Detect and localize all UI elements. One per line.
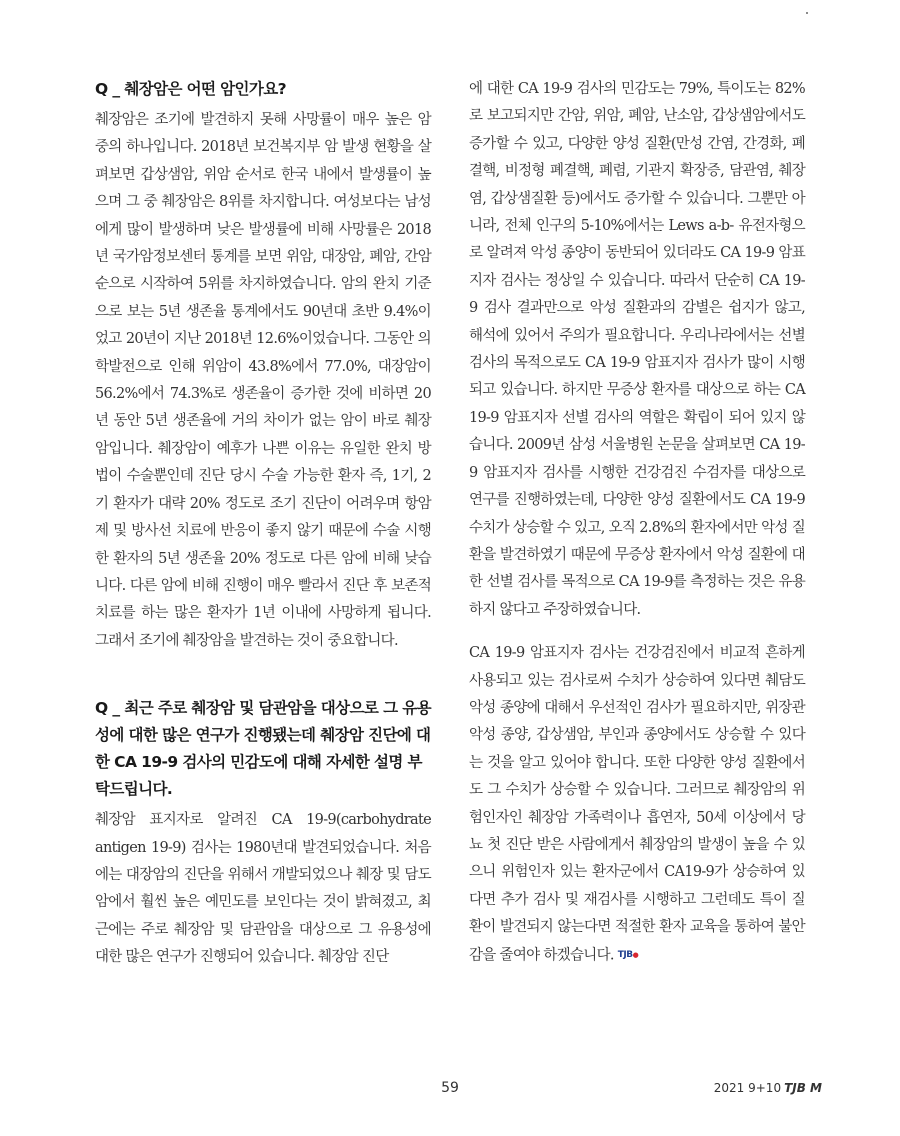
end-mark-text: TJB [617,949,633,960]
magazine-name: TJB M [784,1081,822,1095]
question-1-heading: Q _ 췌장암은 어떤 암인가요? [95,80,287,98]
final-paragraph-text: CA 19-9 암표지자 검사는 건강검진에서 비교적 흔하게 사용되고 있는 검사로써 수치가 상승하여 있다면 췌담도 악성 종양에 대해서 우선적인 검사가 필요하지만, 위장관 악성 종양, 갑상샘암, 부인과 종양에서도 상승할 수 있다는 것을 알고 있어야 합니다. 또한 다양한 양성 질환에서도 그 수치가 상승할 수 있습니다. 그러므로 췌장암의 위험인자인 췌장암 가족력이나 흡연자, 50세 이상에서 당뇨 첫 진단 받은 사람에게서 췌장암의 발생이 높을 수 있으니 위험인자 있는 환자군에서 CA19-9가 상승하여 있다면 추가 검사 및 재검사를 시행하고 그런데도 특이 질환이 발견되지 않는다면 적절한 환자 교육을 통하여 불안감을 줄여야 하겠습니다. [469,645,805,964]
answer-1-paragraph: 췌장암은 조기에 발견하지 못해 사망률이 매우 높은 암 중의 하나입니다. 2018년 보건복지부 암 발생 현황을 살펴보면 갑상샘암, 위암 순서로 한국 내에서 발생률이 높으며 그 중 췌장암은 8위를 차지합니다. 여성보다는 남성에게 많이 발생하며 낮은 발생률에 비해 사망률은 2018년 국가암정보센터 통계를 보면 위암, 대장암, 폐암, 간암 순으로 시작하여 5위를 차지하였습니다. 암의 완치 기준으로 보는 5년 생존율 통계에서도 90년대 초반 9.4%이었고 20년이 지난 2018년 12.6%이었습니다. 그동안 의학발전으로 인해 위암이 43.8%에서 77.0%, 대장암이 56.2%에서 74.3%로 생존율이 증가한 것에 비하면 20년 동안 5년 생존율에 거의 차이가 없는 암이 바로 췌장암입니다. 췌장암이 예후가 나쁜 이유는 유일한 완치 방법이 수술뿐인데 진단 당시 수술 가능한 환자 즉, 1기, 2기 환자가 대략 20% 정도로 조기 진단이 어려우며 항암제 및 방사선 치료에 반응이 좋지 않기 때문에 수술 시행한 환자의 5년 생존율 20% 정도로 다른 암에 비해 낮습니다. 다른 암에 비해 진행이 매우 빨라서 진단 후 보존적 치료를 하는 많은 환자가 1년 이내에 사망하게 됩니다. 그래서 조기에 췌장암을 발견하는 것이 중요합니다. [95,112,431,649]
left-column [95,76,431,972]
footer-issue-info [714,1081,822,1095]
corner-mark [806,12,808,14]
right-column [469,76,805,970]
issue-date: 2021 9+10 [713,1081,782,1095]
page-number: 59 [441,1080,459,1096]
answer-2-final-paragraph [469,640,805,970]
answer-2-paragraph-continued: 에 대한 CA 19-9 검사의 민감도는 79%, 특이도는 82%로 보고되지만 간암, 위암, 폐암, 난소암, 갑상샘암에서도 증가할 수 있고, 다양한 양성 질환(만성 간염, 간경화, 폐결핵, 비정형 폐결핵, 폐렴, 기관지 확장증, 담관염, 췌장염, 갑상샘질환 등)에서도 증가할 수 있습니다. 그뿐만 아니라, 전체 인구의 5-10%에서는 Lews a-b- 유전자형으로 알려져 악성 종양이 동반되어 있더라도 CA 19-9 암표지자 검사는 정상일 수 있습니다. 따라서 단순히 CA 19-9 검사 결과만으로 악성 질환과의 감별은 쉽지가 않고, 해석에 있어서 주의가 필요합니다. 우리나라에서는 선별 검사의 목적으로도 CA 19-9 암표지자 검사가 많이 시행되고 있습니다. 하지만 무증상 환자를 대상으로 하는 CA 19-9 암표지자 선별 검사의 역할은 확립이 되어 있지 않습니다. 2009년 삼성 서울병원 논문을 살펴보면 CA 19-9 암표지자 검사를 시행한 건강검진 수검자를 대상으로 연구를 진행하였는데, 다양한 양성 질환에서도 CA 19-9 수치가 상승할 수 있고, 오직 2.8%의 환자에서만 악성 질환을 발견하였기 때문에 무증상 환자에서 악성 질환에 대한 선별 검사를 목적으로 CA 19-9를 측정하는 것은 유용하지 않다고 주장하였습니다. [469,81,805,618]
answer-2-paragraph-start: 췌장암 표지자로 알려진 CA 19-9(carbohydrate antigen 19-9) 검사는 1980년대 발견되었습니다. 처음에는 대장암의 진단을 위해서 개발되었으나 췌장 및 담도암에서 훨씬 높은 예민도를 보인다는 것이 밝혀졌고, 최근에는 주로 췌장암 및 담관암을 대상으로 그 유용성에 대한 많은 연구가 진행되어 있습니다. 췌장암 진단 [95,812,431,966]
tjb-end-mark-logo: TJB● [617,949,639,960]
question-2-heading: Q _ 최근 주로 췌장암 및 담관암을 대상으로 그 유용성에 대한 많은 연구가 진행됐는데 췌장암 진단에 대한 CA 19-9 검사의 민감도에 대해 자세한 설명 부탁드립니다. [95,699,431,799]
